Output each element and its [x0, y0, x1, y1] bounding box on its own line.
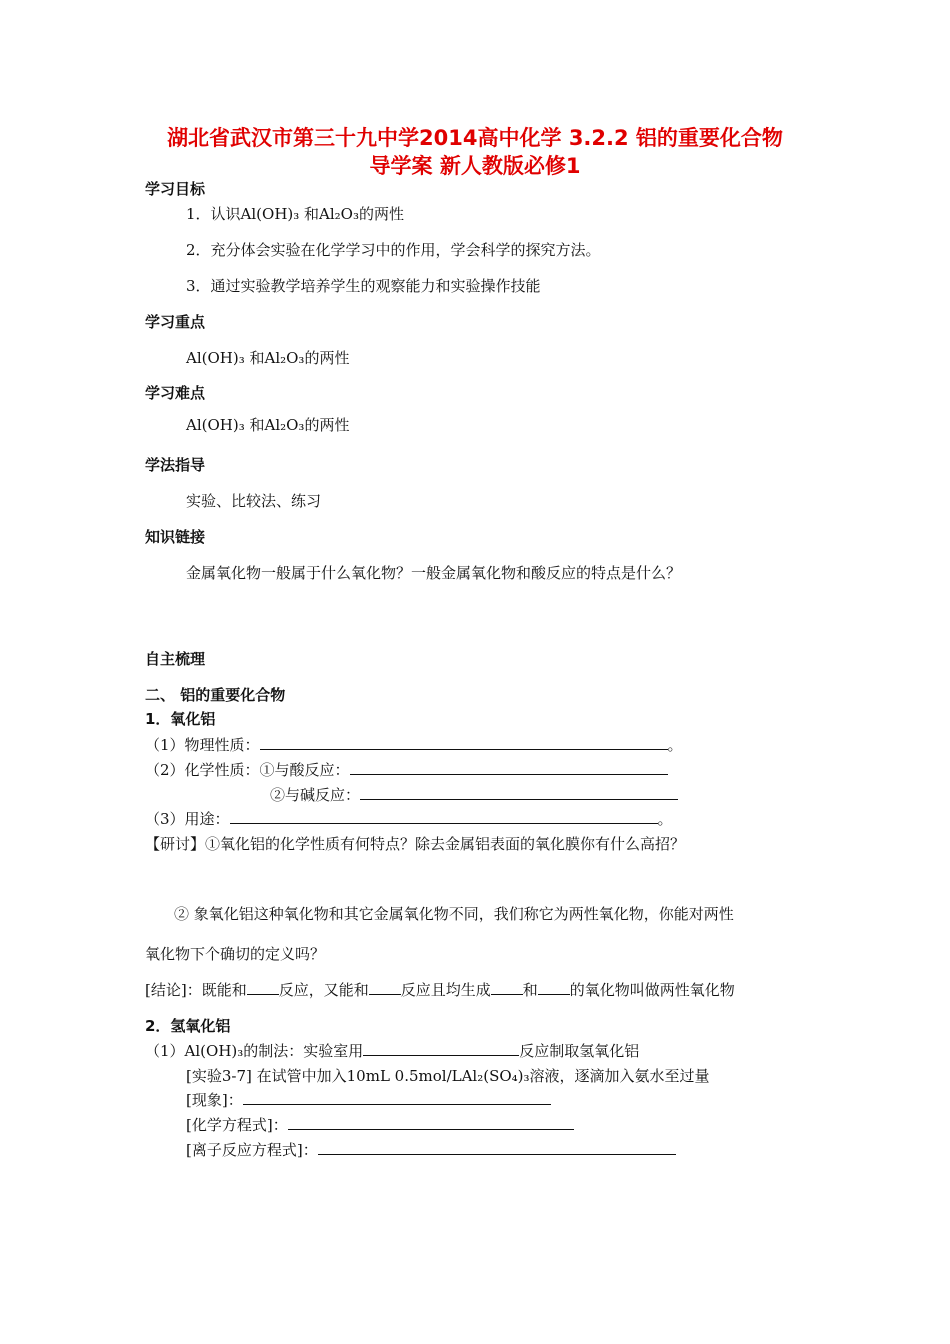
- phenomenon-label: [现象]：: [186, 1091, 243, 1109]
- conclusion-line: [145, 979, 735, 1000]
- usage-line: [145, 808, 673, 829]
- conclusion-blank-1[interactable]: [247, 980, 279, 995]
- base-reaction-label: ②与碱反应：: [270, 786, 361, 804]
- difficulties-heading: 学习难点: [145, 384, 206, 402]
- methods-heading: 学法指导: [145, 456, 206, 474]
- objective-item-1: 1．认识Al(OH)₃ 和Al₂O₃的两性: [186, 205, 404, 223]
- hydroxide-prep-end: 反应制取氢氧化铝: [519, 1042, 640, 1060]
- physical-properties-blank[interactable]: [260, 735, 668, 750]
- objective-item-3: 3．通过实验教学培养学生的观察能力和实验操作技能: [186, 277, 541, 295]
- alumina-heading: 1．氧化铝: [145, 710, 216, 728]
- document-title-line1: 湖北省武汉市第三十九中学2014高中化学 3.2.2 铝的重要化合物: [167, 126, 783, 150]
- conclusion-blank-4[interactable]: [538, 980, 570, 995]
- ionic-equation-blank[interactable]: [318, 1140, 676, 1155]
- conclusion-blank-3[interactable]: [491, 980, 523, 995]
- document-title-line2: 导学案 新人教版必修1: [369, 154, 581, 178]
- section-heading: 二、 铝的重要化合物: [145, 686, 286, 704]
- base-reaction-blank[interactable]: [360, 785, 678, 800]
- physical-properties-end: 。: [667, 736, 683, 754]
- knowledge-link-text: 金属氧化物一般属于什么氧化物？一般金属氧化物和酸反应的特点是什么？: [186, 564, 682, 582]
- acid-reaction-blank[interactable]: [350, 760, 668, 775]
- chemical-equation-line: [186, 1114, 574, 1135]
- hydroxide-prep-label: （1）Al(OH)₃的制法：实验室用: [145, 1042, 364, 1060]
- key-points-text: Al(OH)₃ 和Al₂O₃的两性: [186, 349, 350, 367]
- usage-label: （3）用途：: [145, 810, 230, 828]
- chemical-properties-line: [145, 759, 668, 780]
- self-study-heading: 自主梳理: [145, 650, 206, 668]
- discussion-question-2-line1: ② 象氧化铝这种氧化物和其它金属氧化物不同，我们称它为两性氧化物，你能对两性: [174, 905, 734, 923]
- conclusion-blank-2[interactable]: [369, 980, 401, 995]
- difficulties-text: Al(OH)₃ 和Al₂O₃的两性: [186, 416, 350, 434]
- phenomenon-line: [186, 1089, 551, 1110]
- knowledge-link-heading: 知识链接: [145, 528, 206, 546]
- hydroxide-prep-line: [145, 1040, 639, 1061]
- hydroxide-prep-blank[interactable]: [363, 1041, 519, 1056]
- physical-properties-label: （1）物理性质：: [145, 736, 260, 754]
- experiment-description: [实验3-7] 在试管中加入10mL 0.5mol/LAl₂(SO₄)₃溶液，逐滴加入氨水至过量: [186, 1067, 710, 1085]
- usage-end: 。: [657, 810, 673, 828]
- conclusion-part-3: 反应且均生成: [400, 981, 491, 999]
- conclusion-part-4: 和: [522, 981, 538, 999]
- conclusion-part-5: 的氧化物叫做两性氧化物: [569, 981, 735, 999]
- key-points-heading: 学习重点: [145, 313, 206, 331]
- conclusion-part-1: [结论]：既能和: [145, 981, 247, 999]
- ionic-equation-label: [离子反应方程式]：: [186, 1141, 318, 1159]
- usage-blank[interactable]: [230, 809, 658, 824]
- objective-item-2: 2．充分体会实验在化学学习中的作用，学会科学的探究方法。: [186, 241, 601, 259]
- physical-properties-line: [145, 734, 683, 755]
- chemical-properties-label: （2）化学性质：①与酸反应：: [145, 761, 350, 779]
- discussion-question-2-line2: 氧化物下个确切的定义吗？: [145, 945, 326, 963]
- phenomenon-blank[interactable]: [243, 1090, 551, 1105]
- discussion-question-1: 【研讨】①氧化铝的化学性质有何特点？除去金属铝表面的氧化膜你有什么高招？: [145, 835, 686, 853]
- conclusion-part-2: 反应，又能和: [278, 981, 369, 999]
- chemical-equation-blank[interactable]: [288, 1115, 574, 1130]
- hydroxide-heading: 2．氢氧化铝: [145, 1017, 231, 1035]
- objectives-heading: 学习目标: [145, 180, 206, 198]
- base-reaction-line: [270, 784, 678, 805]
- ionic-equation-line: [186, 1139, 676, 1160]
- chemical-equation-label: [化学方程式]：: [186, 1116, 288, 1134]
- methods-text: 实验、比较法、练习: [186, 492, 322, 510]
